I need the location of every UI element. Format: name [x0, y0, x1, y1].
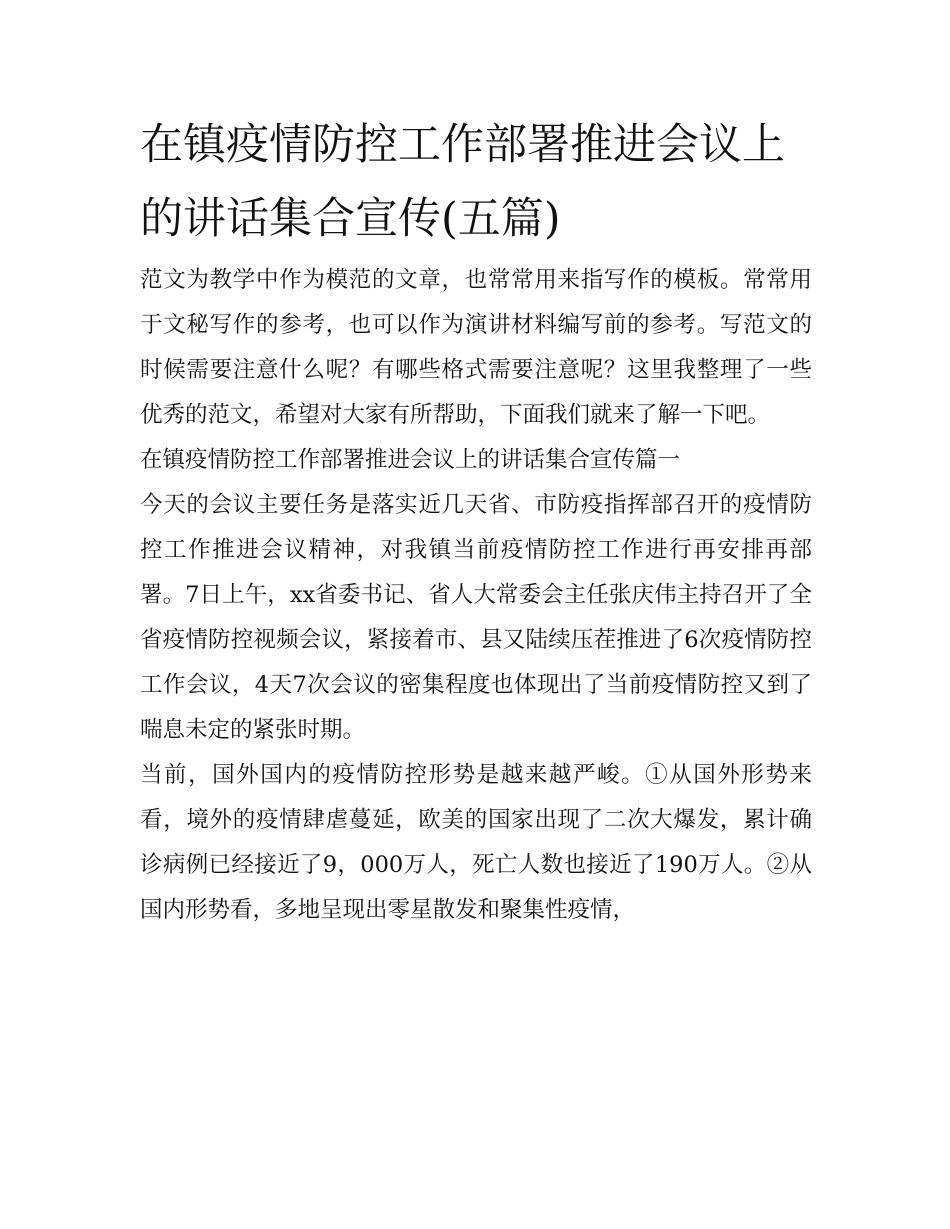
document-title: 在镇疫情防控工作部署推进会议上的讲话集合宣传(五篇): [140, 120, 785, 244]
intro-paragraph: 范文为教学中作为模范的文章，也常常用来指写作的模板。常常用于文秘写作的参考，也可以作为演讲材料编写前的参考。写范文的时候需要注意什么呢？有哪些格式需要注意呢？这里我整理了一些优秀的范文，希望对大家有所帮助，下面我们就来了解一下吧。: [140, 267, 812, 428]
section-heading: 在镇疫情防控工作部署推进会议上的讲话集合宣传篇一: [140, 447, 681, 473]
body-paragraph: 今天的会议主要任务是落实近几天省、市防疫指挥部召开的疫情防控工作推进会议精神，对我镇当前疫情防控工作进行再安排再部署。7日上午，xx省委书记、省人大常委会主任张庆伟主持召开了全省疫情防控视频会议，紧接着市、县又陆续压茬推进了6次疫情防控工作会议，4天7次会议的密集程度也体现出了当前疫情防控又到了喘息未定的紧张时期。: [140, 492, 812, 743]
body-paragraph: 当前，国外国内的疫情防控形势是越来越严峻。①从国外形势来看，境外的疫情肆虐蔓延，欧美的国家出现了二次大爆发，累计确诊病例已经接近了9，000万人，死亡人数也接近了190万人。②从国内形势看，多地呈现出零星散发和聚集性疫情，: [140, 762, 812, 923]
document-body: [140, 108, 812, 933]
